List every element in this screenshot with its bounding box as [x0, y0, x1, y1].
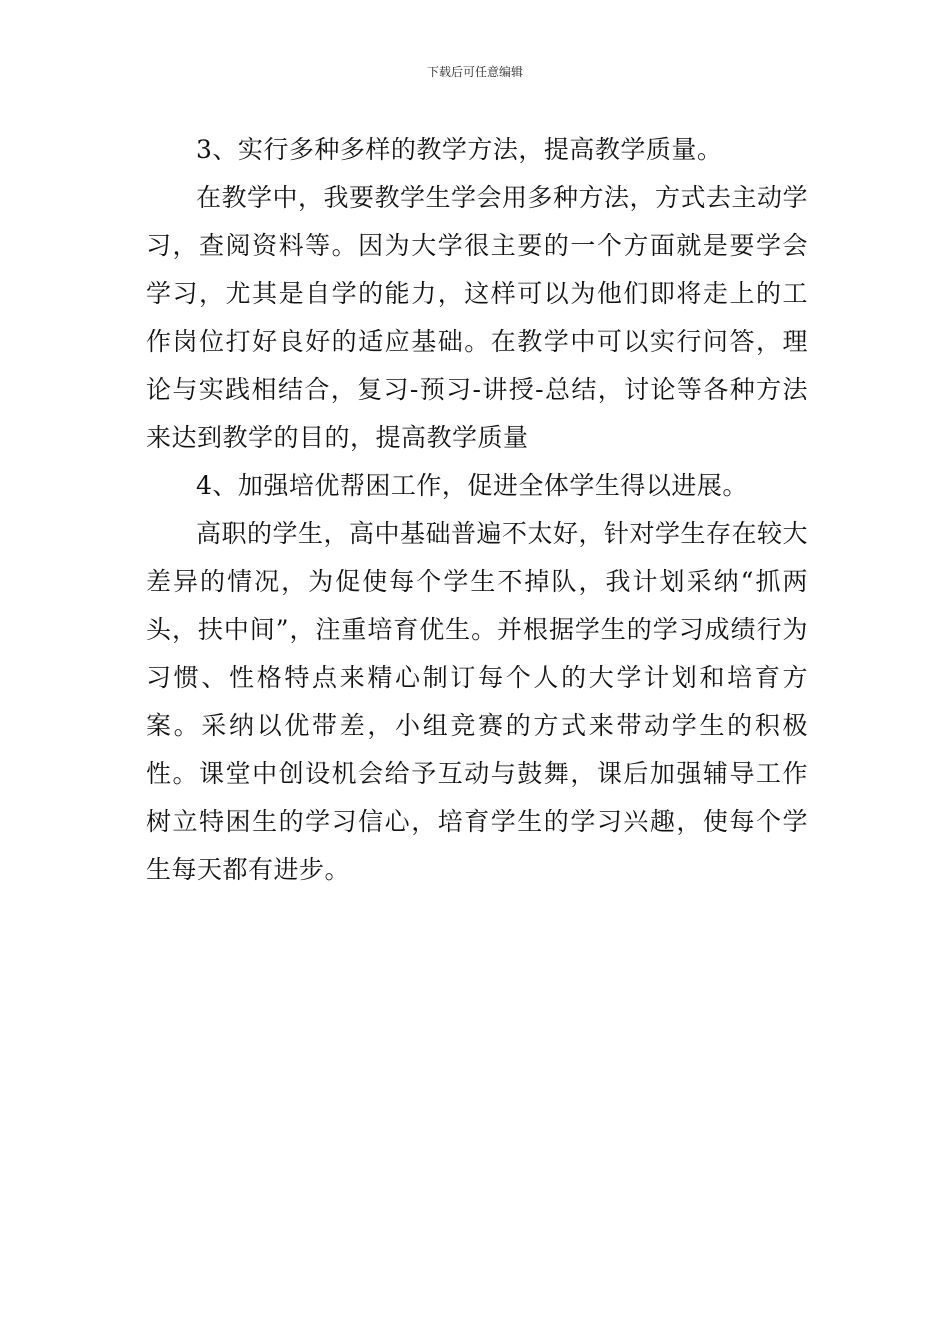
document-body [146, 126, 808, 894]
paragraph-teaching-methods: 在教学中，我要教学生学会用多种方法，方式去主动学习，查阅资料等。因为大学很主要的一个方面就是要学会学习，尤其是自学的能力，这样可以为他们即将走上的工作岗位打好良好的适应基础。在教学中可以实行问答，理论与实践相结合，复习-预习-讲授-总结，讨论等各种方法来达到教学的目的，提高教学质量 [146, 183, 809, 452]
paragraph-student-support: 高职的学生，高中基础普遍不太好，针对学生存在较大差异的情况，为促使每个学生不掉队，我计划采纳“抓两头，扶中间”，注重培育优生。并根据学生的学习成绩行为习惯、性格特点来精心制订每个人的大学计划和培育方案。采纳以优带差，小组竞赛的方式来带动学生的积极性。课堂中创设机会给予互动与鼓舞，课后加强辅导工作树立特困生的学习信心，培育学生的学习兴趣，使每个学生每天都有进步。 [146, 519, 809, 884]
header-note: 下载后可任意编辑 [426, 65, 523, 79]
paragraph-heading-3: 3、实行多种多样的教学方法，提高教学质量。 [196, 135, 723, 164]
paragraph-heading-4: 4、加强培优帮困工作，促进全体学生得以进展。 [196, 471, 748, 500]
